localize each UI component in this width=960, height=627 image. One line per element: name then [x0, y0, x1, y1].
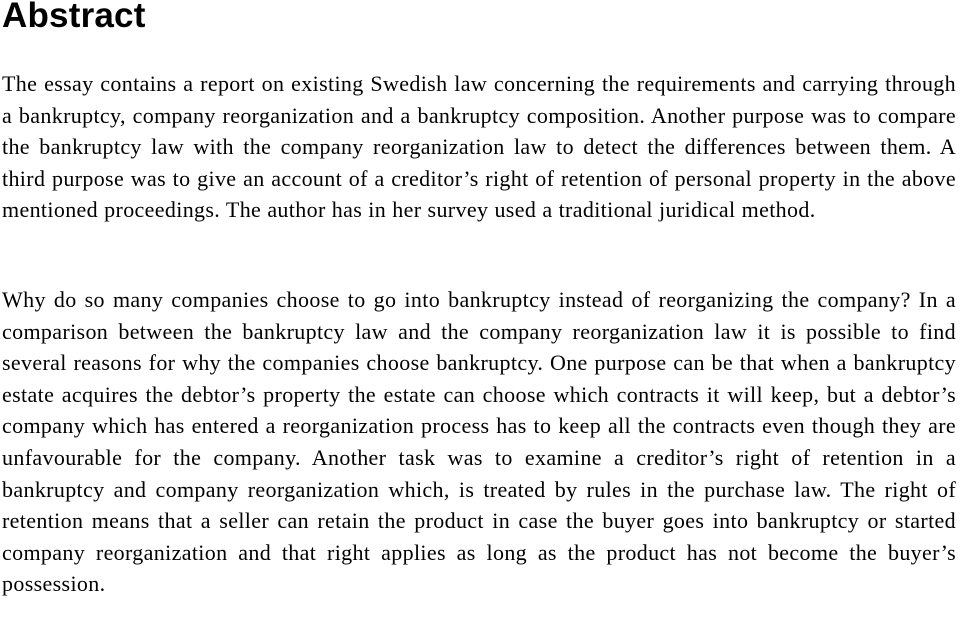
abstract-heading: Abstract [2, 0, 146, 35]
abstract-paragraph-1: The essay contains a report on existing Swedish law concerning the requirements and carrying through a bankruptcy, company reorganization and a bankruptcy composition. Another purpose was to compare the bankruptcy law with the company reorganization law to detect the differences between them. A third purpose was to give an account of a creditor’s right of retention of personal property in the above mentioned proceedings. The author has in her survey used a traditional juridical method. [2, 71, 956, 223]
abstract-paragraph-2: Why do so many companies choose to go into bankruptcy instead of reorganizing the company? In a comparison between the bankruptcy law and the company reorganization law it is possible to find several reasons for why the companies choose bankruptcy. One purpose can be that when a bankruptcy estate acquires the debtor’s property the estate can choose which contracts it will keep, but a debtor’s company which has entered a reorganization process has to keep all the contracts even though they are unfavourable for the company. Another task was to examine a creditor’s right of retention in a bankruptcy and company reorganization which, is treated by rules in the purchase law. The right of retention means that a seller can retain the product in case the buyer goes into bankruptcy or started company reorganization and that right applies as long as the product has not become the buyer’s possession. [2, 287, 956, 597]
